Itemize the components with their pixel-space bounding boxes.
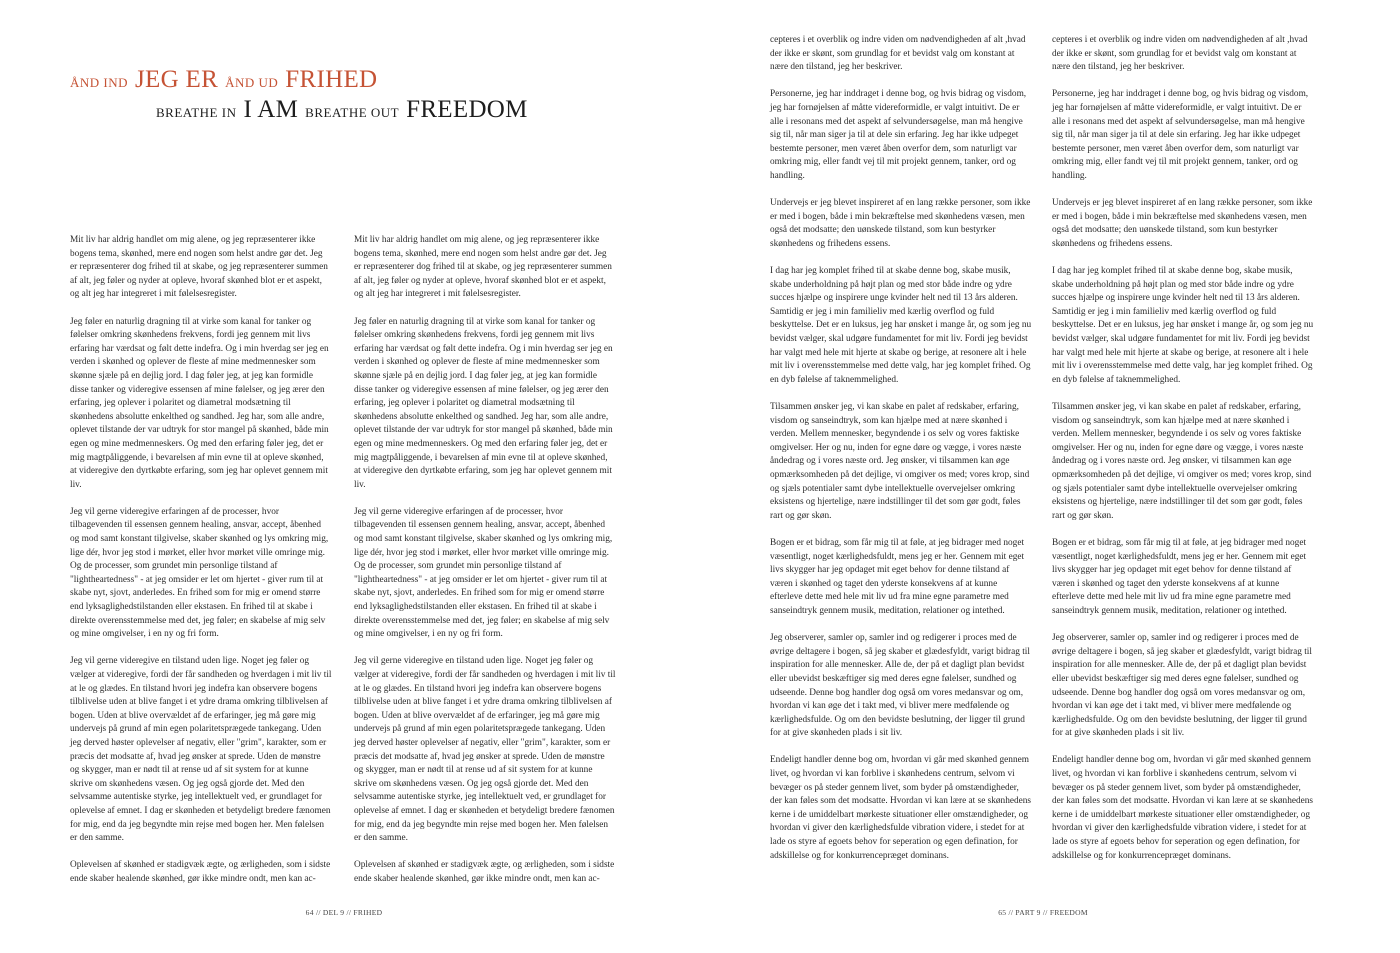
title-english-word-3: BREATHE OUT [305, 105, 400, 120]
paragraph: Jeg føler en naturlig dragning til at virke som kanal for tanker og følelser omkring skønhedens frekvens, fordi jeg gennem mit livs erfaring har værdsat og følt dette indefra. Og i min hverdag ser jeg en verden i skønhed og oplever de fleste af mine medmennesker som skønne sjæle på en dejlig jord. I dag føler jeg, at jeg kan formidle disse tanker og videregive essensen af mine følelser, og jeg ærer den erfaring, jeg oplever i polaritet og diametral modsætning til skønhedens absolutte enkelthed og sandhed. Jeg har, som alle andre, oplevet tilstande der var udtryk for stor mangel på skønhed, både min egen og mine medmenneskers. Og med den erfaring føler jeg, det er mig magtpåliggende, i bevarelsen af min evne til at opleve skønhed, at videregive den dyrtkøbte erfaring, som jeg har oplevet gennem mit liv. [70, 316, 329, 490]
paragraph: Mit liv har aldrig handlet om mig alene, og jeg repræsenterer ikke bogens tema, skønhed, mere end nogen som helst andre gør det. Jeg er repræsenterer dog frihed til at skabe, og jeg repræsenterer summen af alt, jeg føler og nyder at opleve, hvoraf skønhed blot er et aspekt, og alt jeg har integreret i mit følelsesregister. [354, 235, 612, 300]
title-danish-word-3: ÅND UD [225, 75, 279, 90]
title-danish [70, 66, 377, 94]
title-danish-word-1: ÅND IND [70, 75, 129, 90]
right-page-column-2 [1052, 34, 1314, 877]
paragraph: Jeg observerer, samler op, samler ind og redigerer i proces med de øvrige deltagere i bogen, så jeg skaber et glædesfyldt, varigt bidrag til inspiration for alle mennesker. Alle de, der på et dagligt plan bevidst eller ubevidst beskæftiger sig med deres egne følelser, sundhed og udseende. Denne bog handler dog også om vores medansvar og om, hvordan vi kan øge det i takt med, vi bliver mere medfølende og kærlighedsfulde. Og om den bevidste beslutning, der ligger til grund for at give skønheden plads i sit liv. [1052, 633, 1312, 739]
paragraph: Bogen er et bidrag, som får mig til at føle, at jeg bidrager med noget væsentligt, noget kærlighedsfuldt, mens jeg er her. Gennem mit eget livs skygger har jeg opdaget mit eget behov for denne tilstand af væren i skønhed og taget den yderste konsekvens af at kunne efterleve dette med hele mit liv ud fra mine egne parametre med sanseindtryk gennem musik, meditation, relationer og intethed. [770, 537, 1025, 616]
paragraph: Tilsammen ønsker jeg, vi kan skabe en palet af redskaber, erfaring, visdom og sanseindtryk, som kan hjælpe med at nære skønhed i verden. Mellem mennesker, begyndende i os selv og vores faktiske omgivelser. Her og nu, inden for egne døre og vægge, i vores næste åndedrag og i vores næste ord. Jeg ønsker, vi tilsammen kan øge opmærksomheden på det dejlige, vi omgiver os med; vores krop, sind og sjæls potentialer samt dybe intellektuelle overvejelser omkring eksistens og hjertelige, nære indstillinger til det som gør godt, føles rart og gør skøn. [1052, 402, 1312, 521]
paragraph: Oplevelsen af skønhed er stadigvæk ægte, og ærligheden, som i sidste ende skaber healende skønhed, gør ikke mindre ondt, men kan ac- [70, 860, 331, 884]
paragraph: Jeg vil gerne videregive erfaringen af de processer, hvor tilbagevenden til essensen gennem healing, ansvar, accept, åbenhed og mod samt konstant tilgivelse, skaber skønhed og lys omkring mig, lige dér, hvor jeg stod i mørket, eller hvor mørket ville omringe mig. Og de processer, som grundet min personlige tilstand af "lightheartedness" - at jeg omsider er let om hjertet - giver rum til at skabe nyt, sjovt, anderledes. En frihed som for mig er omend større end lyksaglighedstilstanden eller ekstasen. En frihed til at skabe i direkte overensstemmelse med det, jeg føler; en skabelse af mig selv og mine omgivelser, i en ny og fri form. [354, 506, 613, 640]
paragraph: Endeligt handler denne bog om, hvordan vi går med skønhed gennem livet, og hvordan vi kan forblive i skønhedens centrum, selvom vi bevæger os på steder gennem livet, som byder på omstændigheder, der kan føles som det modsatte. Hvordan vi kan lære at se skønhedens kerne i de umiddelbart mørkeste situationer eller omstændigheder, og hvordan vi giver den kærlighedsfulde vibration videre, i stedet for at lade os styre af egoets behov for seperation og egen defination, for adskillelse og for konkurrencepræget dominans. [1052, 755, 1314, 861]
left-page-column-1 [70, 234, 332, 900]
paragraph: Jeg vil gerne videregive en tilstand uden lige. Noget jeg føler og vælger at videregive, fordi der får sandheden og hverdagen i mit liv til at le og glædes. En tilstand hvori jeg indefra kan observere bogens tilblivelse uden at blive fanget i et ydre drama omkring tilblivelsen af bogen. Uden at blive overvældet af de erfaringer, jeg må gøre mig undervejs på grund af min egen polaritetsprægede tankegang. Uden jeg derved høster oplevelser af negativ, eller "grim", karakter, som er præcis det modsatte af, hvad jeg ønsker at sprede. Uden de mønstre og skygger, man er nødt til at rense ud af sit system for at kunne skrive om skønhedens væsen. Og jeg også gjorde det. Med den selvsamme autentiske styrke, jeg intellektuelt ved, er grundlaget for oplevelse af emnet. I dag er skønheden et betydeligt bredere fænomen for mig, end da jeg begyndte min rejse med bogen her. Men følelsen er den samme. [354, 656, 616, 844]
paragraph: Jeg vil gerne videregive erfaringen af de processer, hvor tilbagevenden til essensen gennem healing, ansvar, accept, åbenhed og mod samt konstant tilgivelse, skaber skønhed og lys omkring mig, lige dér, hvor jeg stod i mørket, eller hvor mørket ville omringe mig. Og de processer, som grundet min personlige tilstand af "lightheartedness" - at jeg omsider er let om hjertet - giver rum til at skabe nyt, sjovt, anderledes. En frihed som for mig er omend større end lyksaglighedstilstanden eller ekstasen. En frihed til at skabe i direkte overensstemmelse med det, jeg føler; en skabelse af mig selv og mine omgivelser, i en ny og fri form. [70, 506, 329, 640]
paragraph: cepteres i et overblik og indre viden om nødvendigheden af alt ,hvad der ikke er skønt, som grundlag for et bevidst valg om konstant at nære den tilstand, jeg her beskriver. [770, 35, 1026, 73]
page-footer-right: 65 // PART 9 // FREEDOM [998, 908, 1088, 917]
page-footer-left: 64 // DEL 9 // FRIHED [305, 908, 383, 917]
paragraph: Mit liv har aldrig handlet om mig alene, og jeg repræsenterer ikke bogens tema, skønhed, mere end nogen som helst andre gør det. Jeg er repræsenterer dog frihed til at skabe, og jeg repræsenterer summen af alt, jeg føler og nyder at opleve, hvoraf skønhed blot er et aspekt, og alt jeg har integreret i mit følelsesregister. [70, 235, 328, 300]
paragraph: cepteres i et overblik og indre viden om nødvendigheden af alt ,hvad der ikke er skønt, som grundlag for et bevidst valg om konstant at nære den tilstand, jeg her beskriver. [1052, 35, 1308, 73]
right-page [700, 0, 1400, 953]
title-danish-word-4: FRIHED [285, 66, 378, 93]
paragraph: Undervejs er jeg blevet inspireret af en lang række personer, som ikke er med i bogen, både i min bekræftelse med skønhedens væsen, men også det modsatte; den uønskede tilstand, som kun bestyrker skønhedens og frihedens essens. [770, 198, 1031, 249]
paragraph: Jeg observerer, samler op, samler ind og redigerer i proces med de øvrige deltagere i bogen, så jeg skaber et glædesfyldt, varigt bidrag til inspiration for alle mennesker. Alle de, der på et dagligt plan bevidst eller ubevidst beskæftiger sig med deres egne følelser, sundhed og udseende. Denne bog handler dog også om vores medansvar og om, hvordan vi kan øge det i takt med, vi bliver mere medfølende og kærlighedsfulde. Og om den bevidste beslutning, der ligger til grund for at give skønheden plads i sit liv. [770, 633, 1030, 739]
title-english-word-1: BREATHE IN [156, 105, 237, 120]
title-english-word-2: I AM [243, 96, 299, 123]
left-page-column-2 [354, 234, 616, 900]
paragraph: Jeg vil gerne videregive en tilstand uden lige. Noget jeg føler og vælger at videregive, fordi der får sandheden og hverdagen i mit liv til at le og glædes. En tilstand hvori jeg indefra kan observere bogens tilblivelse uden at blive fanget i et ydre drama omkring tilblivelsen af bogen. Uden at blive overvældet af de erfaringer, jeg må gøre mig undervejs på grund af min egen polaritetsprægede tankegang. Uden jeg derved høster oplevelser af negativ, eller "grim", karakter, som er præcis det modsatte af, hvad jeg ønsker at sprede. Uden de mønstre og skygger, man er nødt til at rense ud af sit system for at kunne skrive om skønhedens væsen. Og jeg også gjorde det. Med den selvsamme autentiske styrke, jeg intellektuelt ved, er grundlaget for oplevelse af emnet. I dag er skønheden et betydeligt bredere fænomen for mig, end da jeg begyndte min rejse med bogen her. Men følelsen er den samme. [70, 656, 332, 844]
paragraph: Jeg føler en naturlig dragning til at virke som kanal for tanker og følelser omkring skønhedens frekvens, fordi jeg gennem mit livs erfaring har værdsat og følt dette indefra. Og i min hverdag ser jeg en verden i skønhed og oplever de fleste af mine medmennesker som skønne sjæle på en dejlig jord. I dag føler jeg, at jeg kan formidle disse tanker og videregive essensen af mine følelser, og jeg ærer den erfaring, jeg oplever i polaritet og diametral modsætning til skønhedens absolutte enkelthed og sandhed. Jeg har, som alle andre, oplevet tilstande der var udtryk for stor mangel på skønhed, både min egen og mine medmenneskers. Og med den erfaring føler jeg, det er mig magtpåliggende, i bevarelsen af min evne til at opleve skønhed, at videregive den dyrtkøbte erfaring, som jeg har oplevet gennem mit liv. [354, 316, 613, 490]
paragraph: I dag har jeg komplet frihed til at skabe denne bog, skabe musik, skabe underholdning på højt plan og med stor både indre og ydre succes hjælpe og inspirere unge kvinder helt ned til 13 års alderen. Samtidig er jeg i min familieliv med kærlig overflod og fuld beskyttelse. Det er en luksus, jeg har ønsket i mange år, og som jeg nu bevidst vælger, skal udgøre fundamentet for mit liv. Fordi jeg bevidst har valgt med hele mit hjerte at skabe og berige, at resonere alt i hele mit liv i overensstemmelse med dette valg, har jeg komplet frihed. Og en dyb følelse af taknemmelighed. [770, 266, 1032, 385]
paragraph: Undervejs er jeg blevet inspireret af en lang række personer, som ikke er med i bogen, både i min bekræftelse med skønhedens væsen, men også det modsatte; den uønskede tilstand, som kun bestyrker skønhedens og frihedens essens. [1052, 198, 1313, 249]
paragraph: Personerne, jeg har inddraget i denne bog, og hvis bidrag og visdom, jeg har fornøjelsen af måtte videreformidle, er valgt intuitivt. De er alle i resonans med det aspekt af selvundersøgelse, man må hengive sig til, når man siger ja til at dele sin erfaring. Jeg har ikke udpeget bestemte personer, men været åben overfor dem, som naturligt var omkring mig, eller fandt vej til mit projekt gennem, tanker, ord og handling. [1052, 89, 1309, 181]
title-english [156, 96, 528, 124]
paragraph: Bogen er et bidrag, som får mig til at føle, at jeg bidrager med noget væsentligt, noget kærlighedsfuldt, mens jeg er her. Gennem mit eget livs skygger har jeg opdaget mit eget behov for denne tilstand af væren i skønhed og taget den yderste konsekvens af at kunne efterleve dette med hele mit liv ud fra mine egne parametre med sanseindtryk gennem musik, meditation, relationer og intethed. [1052, 537, 1307, 616]
paragraph: I dag har jeg komplet frihed til at skabe denne bog, skabe musik, skabe underholdning på højt plan og med stor både indre og ydre succes hjælpe og inspirere unge kvinder helt ned til 13 års alderen. Samtidig er jeg i min familieliv med kærlig overflod og fuld beskyttelse. Det er en luksus, jeg har ønsket i mange år, og som jeg nu bevidst vælger, skal udgøre fundamentet for mit liv. Fordi jeg bevidst har valgt med hele mit hjerte at skabe og berige, at resonere alt i hele mit liv i overensstemmelse med dette valg, har jeg komplet frihed. Og en dyb følelse af taknemmelighed. [1052, 266, 1314, 385]
title-danish-word-2: JEG ER [135, 66, 219, 93]
title-english-word-4: FREEDOM [406, 96, 528, 123]
paragraph: Oplevelsen af skønhed er stadigvæk ægte, og ærligheden, som i sidste ende skaber healende skønhed, gør ikke mindre ondt, men kan ac- [354, 860, 615, 884]
paragraph: Endeligt handler denne bog om, hvordan vi går med skønhed gennem livet, og hvordan vi kan forblive i skønhedens centrum, selvom vi bevæger os på steder gennem livet, som byder på omstændigheder, der kan føles som det modsatte. Hvordan vi kan lære at se skønhedens kerne i de umiddelbart mørkeste situationer eller omstændigheder, og hvordan vi giver den kærlighedsfulde vibration videre, i stedet for at lade os styre af egoets behov for seperation og egen defination, for adskillelse og for konkurrencepræget dominans. [770, 755, 1032, 861]
paragraph: Tilsammen ønsker jeg, vi kan skabe en palet af redskaber, erfaring, visdom og sanseindtryk, som kan hjælpe med at nære skønhed i verden. Mellem mennesker, begyndende i os selv og vores faktiske omgivelser. Her og nu, inden for egne døre og vægge, i vores næste åndedrag og i vores næste ord. Jeg ønsker, vi tilsammen kan øge opmærksomheden på det dejlige, vi omgiver os med; vores krop, sind og sjæls potentialer samt dybe intellektuelle overvejelser omkring eksistens og hjertelige, nære indstillinger til det som gør godt, føles rart og gør skøn. [770, 402, 1030, 521]
right-page-column-1 [770, 34, 1032, 877]
paragraph: Personerne, jeg har inddraget i denne bog, og hvis bidrag og visdom, jeg har fornøjelsen af måtte videreformidle, er valgt intuitivt. De er alle i resonans med det aspekt af selvundersøgelse, man må hengive sig til, når man siger ja til at dele sin erfaring. Jeg har ikke udpeget bestemte personer, men været åben overfor dem, som naturligt var omkring mig, eller fandt vej til mit projekt gennem, tanker, ord og handling. [770, 89, 1027, 181]
